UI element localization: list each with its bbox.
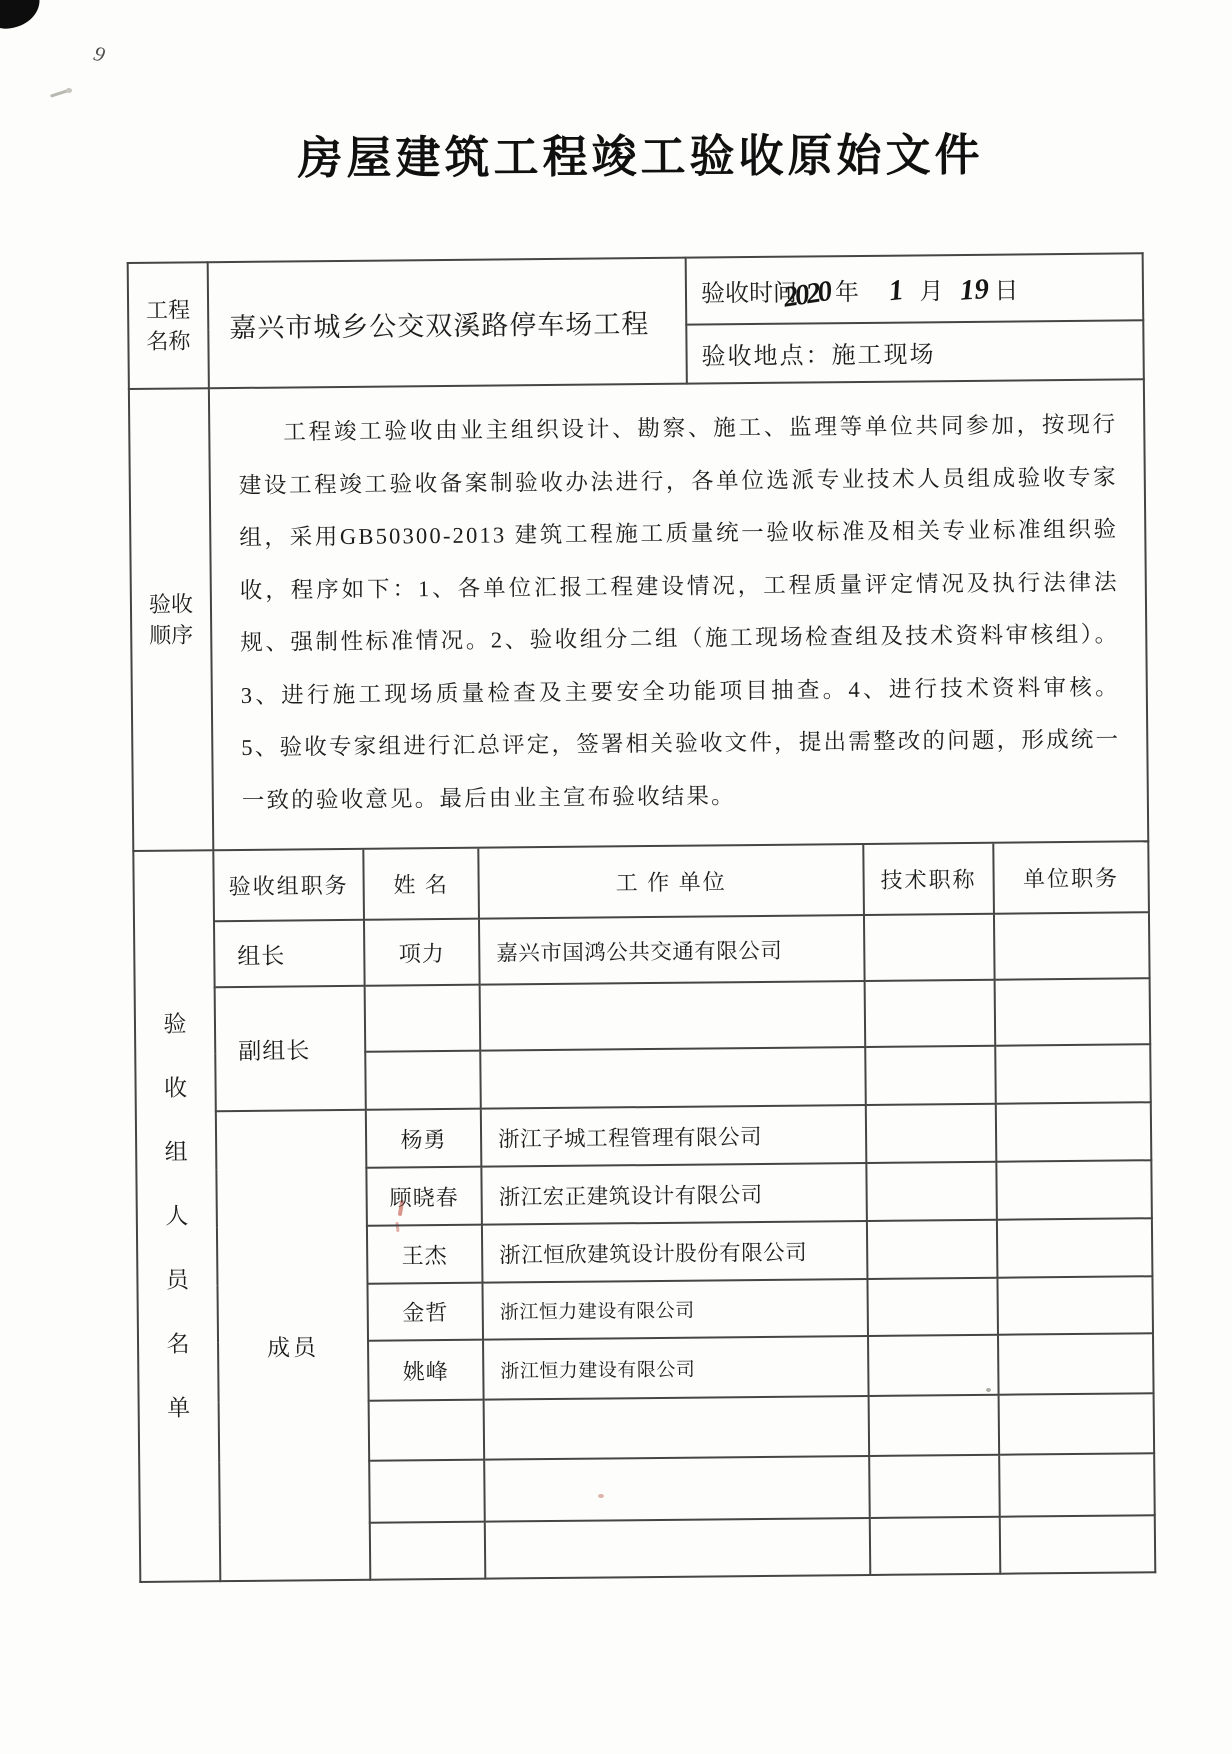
leader-duty-cell bbox=[994, 912, 1150, 979]
leader-role-cell: 组长 bbox=[214, 920, 365, 987]
table-row bbox=[129, 380, 1148, 851]
section-procedure bbox=[128, 380, 1149, 852]
handwritten-year: 2020 bbox=[781, 274, 832, 314]
column-header-tech-title: 技术职称 bbox=[863, 844, 994, 915]
leader-tech-title-cell bbox=[864, 914, 995, 981]
deputy-role-cell: 副组长 bbox=[215, 986, 366, 1111]
roster-side-label-cell bbox=[133, 851, 220, 1582]
member-name-cell bbox=[369, 1400, 485, 1461]
column-header-name: 姓 名 bbox=[363, 849, 479, 920]
scan-smudge bbox=[66, 88, 72, 93]
form-table bbox=[127, 252, 1155, 1583]
member-tech-title-cell bbox=[869, 1455, 1000, 1518]
deputy-duty-cell bbox=[995, 978, 1151, 1045]
procedure-label: 验收顺序 bbox=[148, 591, 194, 648]
handwritten-month: 1 bbox=[887, 273, 906, 307]
procedure-label-cell bbox=[129, 389, 213, 851]
project-label-cell bbox=[128, 262, 209, 389]
project-label: 工程名称 bbox=[145, 297, 191, 354]
member-tech-title-cell bbox=[870, 1517, 1001, 1575]
member-unit-cell bbox=[484, 1456, 870, 1522]
member-duty-cell bbox=[996, 1102, 1152, 1161]
deputy-tech-title-cell bbox=[865, 1046, 996, 1105]
document-title: 房屋建筑工程竣工验收原始文件 bbox=[297, 129, 984, 184]
year-unit: 年 bbox=[834, 279, 860, 306]
acceptance-time-cell bbox=[686, 253, 1144, 324]
member-duty-cell bbox=[999, 1393, 1155, 1454]
member-name-cell: 金哲 bbox=[367, 1283, 483, 1341]
member-unit-cell bbox=[485, 1518, 871, 1579]
time-label: 验收时间 bbox=[700, 280, 798, 308]
leader-row bbox=[134, 912, 1150, 988]
deputy-name-cell bbox=[365, 1051, 481, 1110]
member-name-cell: 姚峰 bbox=[368, 1340, 484, 1401]
deputy-duty-cell bbox=[995, 1044, 1151, 1103]
member-role-cell: 成员 bbox=[216, 1110, 371, 1581]
project-name-cell: 嘉兴市城乡公交双溪路停车场工程 bbox=[208, 258, 687, 389]
table-row bbox=[128, 253, 1144, 330]
member-name-cell: 杨勇 bbox=[366, 1109, 482, 1168]
member-unit-cell: 浙江恒力建设有限公司 bbox=[482, 1279, 868, 1340]
column-header-duty: 单位职务 bbox=[993, 842, 1149, 913]
member-duty-cell bbox=[997, 1276, 1153, 1334]
day-unit: 日 bbox=[994, 277, 1019, 305]
month-unit: 月 bbox=[919, 278, 944, 305]
procedure-text: 工程竣工验收由业主组织设计、勘察、施工、监理等单位共同参加，按现行建设工程竣工验收备案制验收办法进行，各单位选派专业技术人员组成验收专家组，采用GB50300-2013 建筑工程施工质量统一验收标准及相关专业标准组织验收，程序如下：1、各单位汇报工程建设情况，工程质量评定情况及执行法律法规、强制性标准情况。2、验收组分二组（施工现场检查组及技术资料审核组）。3、进行施工现场质量检查及主要安全功能项目抽查。4、进行技术资料审核。5、验收专家组进行汇总评定，签署相关验收文件，提出需整改的问题，形成统一一致的验收意见。最后由业主宣布验收结果。 bbox=[238, 411, 1121, 813]
deputy-unit-cell bbox=[480, 981, 866, 1051]
member-row bbox=[136, 1102, 1152, 1170]
member-unit-cell: 浙江恒欣建筑设计股份有限公司 bbox=[482, 1221, 868, 1283]
roster-side-label: 验收组人员名单 bbox=[163, 1010, 191, 1421]
member-duty-cell bbox=[998, 1333, 1154, 1394]
member-duty-cell bbox=[999, 1453, 1155, 1516]
handwritten-day: 19 bbox=[958, 272, 990, 307]
member-tech-title-cell bbox=[867, 1220, 998, 1279]
section-roster bbox=[132, 842, 1156, 1583]
deputy-tech-title-cell bbox=[865, 980, 996, 1047]
column-header-role: 验收组职务 bbox=[213, 850, 364, 921]
column-header-unit: 工 作 单位 bbox=[478, 845, 864, 919]
procedure-text-cell bbox=[209, 380, 1148, 850]
member-name-cell: 王杰 bbox=[367, 1225, 483, 1284]
member-name-cell: 顾晓春 bbox=[366, 1167, 482, 1226]
roster-header-row bbox=[133, 842, 1149, 922]
member-tech-title-cell bbox=[866, 1162, 997, 1221]
member-tech-title-cell bbox=[867, 1278, 998, 1336]
pencil-mark: 9 bbox=[91, 41, 108, 68]
deputy-name-cell bbox=[365, 985, 481, 1052]
member-tech-title-cell bbox=[869, 1395, 1000, 1456]
member-tech-title-cell bbox=[866, 1104, 997, 1163]
leader-unit-cell: 嘉兴市国鸿公共交通有限公司 bbox=[479, 915, 865, 985]
member-tech-title-cell bbox=[868, 1335, 999, 1396]
member-duty-cell bbox=[1000, 1515, 1156, 1573]
member-name-cell bbox=[370, 1522, 486, 1580]
acceptance-place-cell: 验收地点：施工现场 bbox=[686, 320, 1144, 383]
member-unit-cell: 浙江宏正建筑设计有限公司 bbox=[481, 1163, 867, 1225]
leader-name-cell: 项力 bbox=[364, 919, 480, 986]
deputy-row bbox=[135, 978, 1151, 1054]
member-duty-cell bbox=[997, 1218, 1153, 1277]
member-duty-cell bbox=[996, 1160, 1152, 1219]
member-unit-cell: 浙江恒力建设有限公司 bbox=[483, 1336, 869, 1400]
scan-corner-blob bbox=[0, 0, 41, 30]
member-unit-cell bbox=[484, 1396, 870, 1460]
deputy-unit-cell bbox=[480, 1047, 866, 1109]
member-unit-cell: 浙江子城工程管理有限公司 bbox=[481, 1105, 867, 1167]
section-project-info bbox=[127, 252, 1145, 390]
member-name-cell bbox=[369, 1460, 485, 1523]
